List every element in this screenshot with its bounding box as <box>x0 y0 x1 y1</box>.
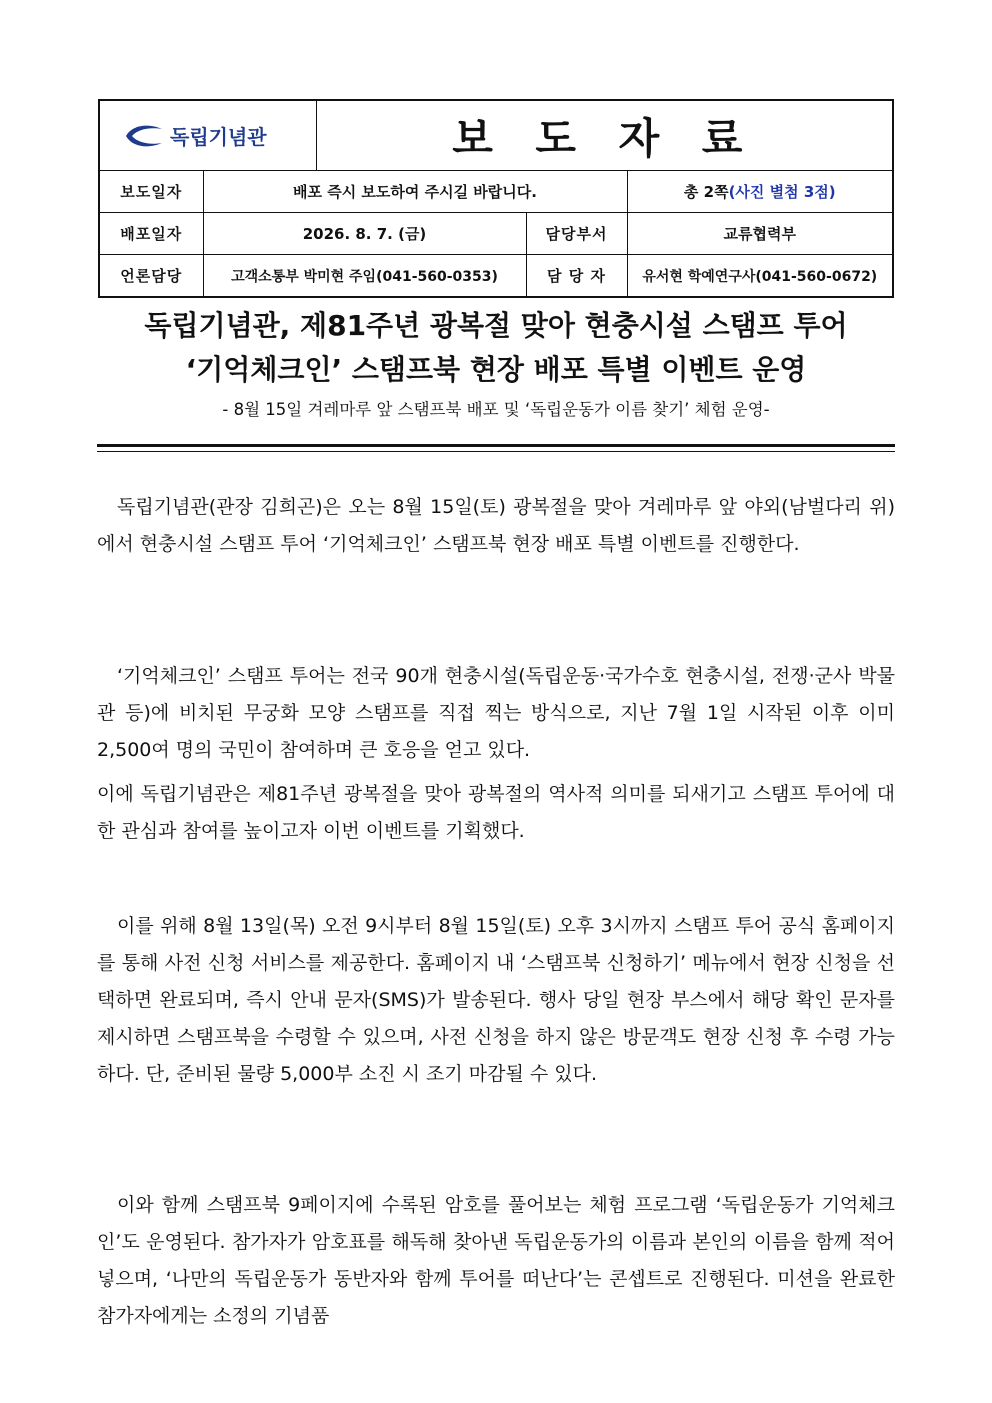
document-title: 보 도 자 료 <box>316 100 893 171</box>
divider-thin <box>97 451 895 452</box>
page-count <box>627 171 893 213</box>
divider-thick <box>97 444 895 447</box>
page-count-text: 총 2쪽 <box>683 183 729 201</box>
headline-line-2: ‘기억체크인’ 스탬프북 현장 배포 특별 이벤트 운영 <box>185 353 807 386</box>
paragraph-2b: 이에 독립기념관은 제81주년 광복절을 맞아 광복절의 역사적 의미를 되새기고 스탬프 투어에 대한 관심과 참여를 높이고자 이번 이벤트를 기획했다. <box>97 783 895 842</box>
subtitle: - 8월 15일 겨레마루 앞 스탬프북 배포 및 ‘독립운동가 이름 찾기’ 체험 운영- <box>222 400 770 419</box>
press-contact-value: 고객소통부 박미현 주임(041-560-0353) <box>203 255 526 298</box>
department-value: 교류협력부 <box>627 213 893 255</box>
photo-attachment-note: (사진 별첨 3점) <box>728 183 836 201</box>
paragraph-1: 독립기념관(관장 김희곤)은 오는 8월 15일(토) 광복절을 맞아 겨레마루 앞 야외(남벌다리 위)에서 현충시설 스탬프 투어 ‘기억체크인’ 스탬프북 현장 배포 특별 이벤트를 진행한다. <box>97 496 895 555</box>
release-date-value: 배포 즉시 보도하여 주시길 바랍니다. <box>203 171 627 213</box>
headline <box>60 304 932 392</box>
independence-hall-logo-icon <box>124 123 164 149</box>
headline-line-1: 독립기념관, 제81주년 광복절 맞아 현충시설 스탬프 투어 <box>144 309 848 342</box>
release-date-label: 보도일자 <box>99 171 203 213</box>
distribution-date-label: 배포일자 <box>99 213 203 255</box>
paragraph-2: ‘기억체크인’ 스탬프 투어는 전국 90개 현충시설(독립운동·국가수호 현충시설, 전쟁·군사 박물관 등)에 비치된 무궁화 모양 스탬프를 직접 찍는 방식으로, 지난 7월 1일 시작된 이후 이미 2,500여 명의 국민이 참여하며 큰 호응을 얻고 있다. <box>97 665 895 761</box>
paragraph-3: 이를 위해 8월 13일(목) 오전 9시부터 8월 15일(토) 오후 3시까지 스탬프 투어 공식 홈페이지를 통해 사전 신청 서비스를 제공한다. 홈페이지 내 ‘스탬프북 신청하기’ 메뉴에서 현장 신청을 선택하면 완료되며, 즉시 안내 문자(SMS)가 발송된다. 행사 당일 현장 부스에서 해당 확인 문자를 제시하면 스탬프북을 수령할 수 있으며, 사전 신청을 하지 않은 방문객도 현장 신청 후 수령 가능하다. 단, 준비된 물량 5,000부 소진 시 조기 마감될 수 있다. <box>97 915 895 1085</box>
department-label: 담당부서 <box>526 213 627 255</box>
person-in-charge-value: 유서현 학예연구사(041-560-0672) <box>627 255 893 298</box>
press-contact-label: 언론담당 <box>99 255 203 298</box>
logo-text: 독립기념관 <box>170 125 267 149</box>
paragraph-4: 이와 함께 스탬프북 9페이지에 수록된 암호를 풀어보는 체험 프로그램 ‘독립운동가 기억체크인’도 운영된다. 참가자가 암호표를 해독해 찾아낸 독립운동가의 이름과 본인의 이름을 함께 적어 넣으며, ‘나만의 독립운동가 동반자와 함께 투어를 떠난다’는 콘셉트로 진행된다. 미션을 완료한 참가자에게는 소정의 기념품 <box>97 1194 895 1327</box>
logo-cell <box>99 100 316 171</box>
distribution-date-value: 2026. 8. 7. (금) <box>203 213 526 255</box>
person-in-charge-label: 담 당 자 <box>526 255 627 298</box>
press-release-header <box>98 99 894 298</box>
